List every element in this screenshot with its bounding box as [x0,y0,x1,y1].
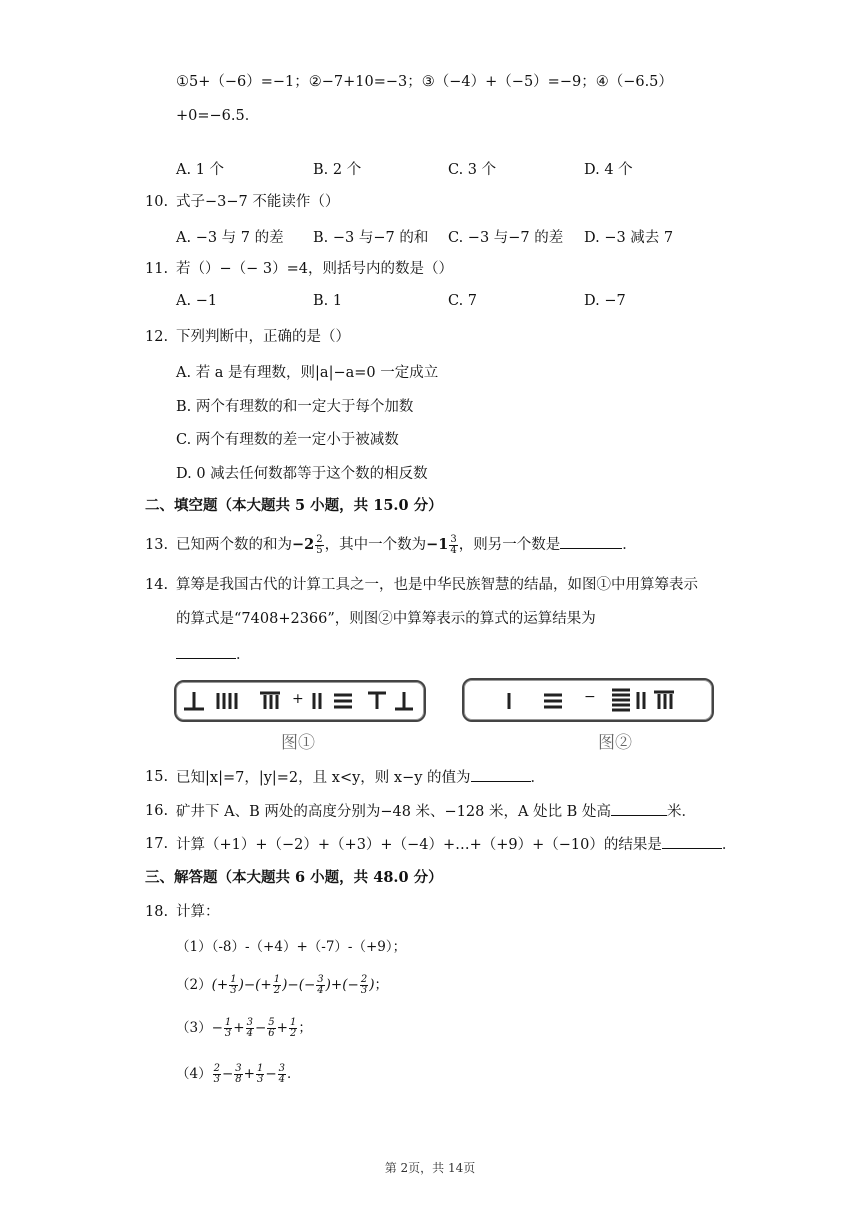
q10-text: 式子−3−7 不能读作（） [176,194,340,210]
q16-end: 米． [666,804,696,820]
q12-option-c[interactable]: C. 两个有理数的差一定小于被减数 [176,432,399,448]
q18-part3: （3）− $\frac{1}{3}$ + $\frac{3}{4}$ − $\frac{5}{6}$ + $\frac{1}{2}$ ； [176,1017,312,1039]
q12-number: 12. [145,329,169,345]
q18-part1: （1）（-8）-（+4）+（-7）-（+9）； [176,939,407,955]
q16-answer-blank[interactable] [611,801,667,816]
q12-option-a[interactable]: A. 若 a 是有理数，则|a|−a=0 一定成立 [176,365,439,381]
q12-option-b[interactable]: B. 两个有理数的和一定大于每个加数 [176,399,414,415]
q9-statement-line2: +0=−6.5． [176,108,260,124]
figure-1-plus-sign: + [292,691,304,707]
q18-part4-expression: $\frac{2}{3}$ − $\frac{3}{8}$ + $\frac{1}{3}$ − $\frac{3}{4}$ [213,1063,286,1085]
q14-answer-blank[interactable] [176,644,236,659]
q18-part4: （4） $\frac{2}{3}$ − $\frac{3}{8}$ + $\frac{1}{3}$ − $\frac{3}{4}$ ． [176,1063,301,1085]
q16-line [176,801,696,822]
q11-text: 若（）−（− 3）=4，则括号内的数是（） [176,261,454,277]
q17-answer-blank[interactable] [662,834,722,849]
figure-2-caption: 图② [598,733,632,753]
q10-option-a[interactable]: A. −3 与 7 的差 [176,230,284,246]
q11-option-c[interactable]: C. 7 [448,293,478,309]
q14-line2: 的算式是“7408+2366”，则图②中算筹表示的算式的运算结果为 [176,611,596,627]
q14-number: 14. [145,577,169,593]
q15-number: 15. [145,769,169,785]
section-solve-title: 三、解答题（本大题共 6 小题，共 48.0 分） [145,869,443,886]
q10-option-d[interactable]: D. −3 减去 7 [584,230,674,246]
q13-value2-den: 4 [450,544,457,556]
figure-2-minus-sign: − [584,689,596,705]
q9-statement-line1: ①5+（−6）=−1；②−7+10=−3；③（−4）+（−5）=−9；④（−6.5） [176,74,673,90]
q11-number: 11. [145,261,169,277]
q14-end: ． [236,647,251,663]
q18-part3-label: （3） [176,1020,212,1036]
q13-post: ，则另一个数是 [458,537,561,553]
q15-answer-blank[interactable] [471,767,531,782]
q15-text: 已知|x|=7，|y|=2，且 x<y，则 x−y 的值为 [176,770,471,786]
q17-text: 计算（+1）+（−2）+（+3）+（−4）+…+（+9）+（−10）的结果是 [176,837,662,853]
q18-part2-expression: (+ $\frac{1}{3}$ )−(+ $\frac{1}{2}$ )−(− $\frac{3}{4}$ )+(− $\frac{2}{3}$ ) [211,974,375,996]
q14-answer-line [176,644,251,665]
q11-option-d[interactable]: D. −7 [584,293,626,309]
q12-option-d[interactable]: D. 0 减去任何数都等于这个数的相反数 [176,466,428,482]
q16-number: 16. [145,803,169,819]
q18-part2: （2）(+ $\frac{1}{3}$ )−(+ $\frac{1}{2}$ )−(− $\frac{3}{4}$ )+(− $\frac{2}{3}$ )； [176,974,388,996]
q13-value1-den: 5 [316,544,323,556]
figure-1-rod-box [174,680,426,722]
q9-option-c[interactable]: C. 3 个 [448,162,497,178]
q18-part2-label: （2） [176,977,212,993]
q13-value1-int: −2 [292,536,315,553]
q13-answer-blank[interactable] [560,534,622,549]
q9-option-a[interactable]: A. 1 个 [176,162,225,178]
q13-pre: 已知两个数的和为 [176,537,292,553]
q12-text: 下列判断中，正确的是（） [176,329,350,345]
q18-part4-label: （4） [176,1066,212,1082]
q10-option-c[interactable]: C. −3 与−7 的差 [448,230,564,246]
q11-option-b[interactable]: B. 1 [313,293,343,309]
q17-number: 17. [145,836,169,852]
figure-1-caption: 图① [281,733,315,753]
q9-option-d[interactable]: D. 4 个 [584,162,633,178]
q16-text: 矿井下 A、B 两处的高度分别为−48 米、−128 米，A 处比 B 处高 [176,804,611,820]
q14-line1: 算筹是我国古代的计算工具之一，也是中华民族智慧的结晶，如图①中用算筹表示 [176,577,698,593]
q10-option-b[interactable]: B. −3 与−7 的和 [313,230,429,246]
q18-text: 计算： [176,904,220,920]
page-footer: 第 2页，共 14页 [384,1161,476,1175]
q13-text [176,532,637,558]
q15-end: ． [530,770,546,786]
q17-line [176,834,736,855]
section-fill-in-title: 二、填空题（本大题共 5 小题，共 15.0 分） [145,497,443,514]
q13-value1-frac [315,535,323,556]
q13-value2-num: 3 [450,533,457,545]
q13-value2-int: −1 [426,536,449,553]
q13-end: ． [622,537,637,553]
figure-2-rod-box [462,678,714,722]
q13-value2-frac [449,535,457,556]
q13-number: 13. [145,537,169,553]
q17-end: ． [721,837,737,853]
q18-number: 18. [145,904,169,920]
q15-line [176,767,545,788]
q13-value1-num: 2 [316,533,323,545]
q13-mid: ，其中一个数为 [324,537,427,553]
q11-option-a[interactable]: A. −1 [176,293,218,309]
q18-part3-expression: − $\frac{1}{3}$ + $\frac{3}{4}$ − $\frac{5}{6}$ + $\frac{1}{2}$ [211,1017,297,1039]
q10-number: 10. [145,194,169,210]
q9-option-b[interactable]: B. 2 个 [313,162,362,178]
